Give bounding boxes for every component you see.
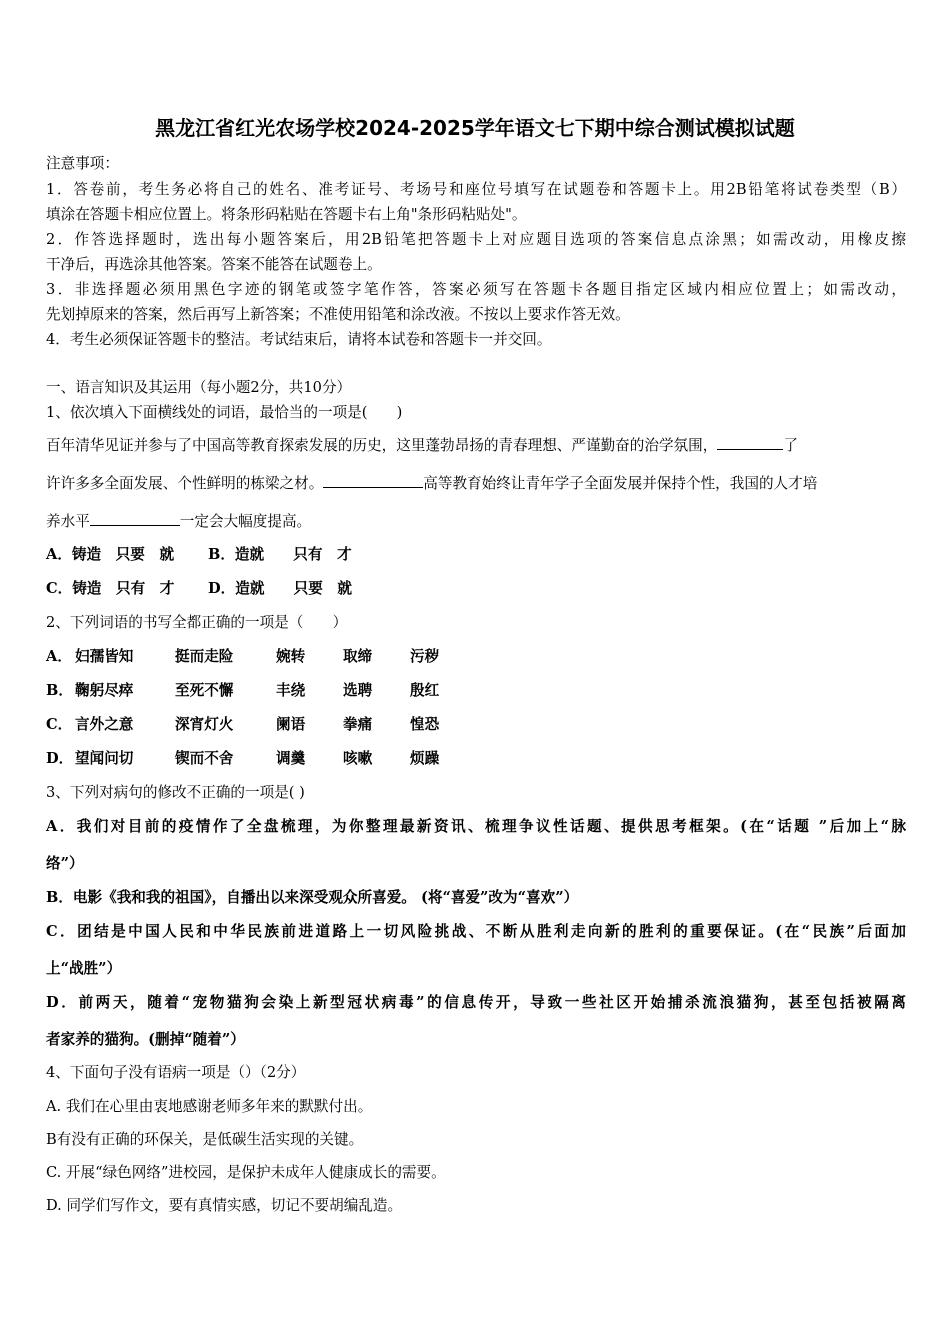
option-label: C．	[46, 716, 73, 733]
q1-options-row-1	[46, 543, 352, 564]
option-label: A．	[46, 648, 72, 665]
option-label: D．	[46, 750, 74, 767]
q3-option-a: A．我们对目前的疫情作了全盘梳理，为你整理最新资讯、梳理争议性话题、提供思考框架。(在“话题 ”后加上“脉	[46, 818, 906, 835]
word: 烦躁	[410, 750, 440, 767]
q1-passage-text: 许许多多全面发展、个性鲜明的栋梁之材。	[46, 475, 324, 492]
word: 深宵灯火	[175, 716, 234, 733]
word: 婉转	[276, 648, 306, 665]
option-label: B．	[46, 682, 73, 699]
word: 选聘	[343, 682, 373, 699]
q2-option-a	[46, 645, 439, 666]
notice-line-3: 2．作答选择题时，选出每小题答案后，用2B铅笔把答题卡上对应题目选项的答案信息点涂黑；如需改动，用橡皮擦	[46, 231, 906, 248]
q3-option-d: D．前两天，随着“宠物猫狗会染上新型冠状病毒”的信息传开，导致一些社区开始捕杀流浪猫狗，甚至包括被隔离	[46, 994, 906, 1011]
page-title: 黑龙江省红光农场学校2024-2025学年语文七下期中综合测试模拟试题	[155, 116, 795, 140]
q2-option-c	[46, 713, 439, 734]
word: 望闻问切	[75, 750, 134, 767]
word: 丰绕	[276, 682, 306, 699]
q1-passage-text: 养水平	[46, 513, 90, 530]
q3-option-c: C．团结是中国人民和中华民族前进道路上一切风险挑战、不断从胜利走向新的胜利的重要保证。(在“民族”后面加	[46, 923, 906, 940]
notice-line-7: 4．考生必须保证答题卡的整洁。考试结束后，请将本试卷和答题卡一并交回。	[46, 331, 552, 348]
q1-passage-line-3	[46, 510, 311, 531]
word: 锲而不舍	[175, 750, 234, 767]
word: 殷红	[410, 682, 440, 699]
fill-blank	[90, 524, 180, 526]
word: 咳嗽	[343, 750, 373, 767]
word: 拳痛	[343, 716, 373, 733]
word: 污秽	[410, 648, 440, 665]
q1-option-a: A．铸造 只要 就	[46, 546, 175, 563]
notice-line-4: 干净后，再选涂其他答案。答案不能答在试题卷上。	[46, 256, 382, 273]
notice-line-6: 先划掉原来的答案，然后再写上新答案；不准使用铅笔和涂改液。不按以上要求作答无效。	[46, 306, 630, 323]
word: 挺而走险	[175, 648, 234, 665]
word: 调羹	[276, 750, 306, 767]
word: 阑语	[276, 716, 306, 733]
q1-passage-line-2	[46, 472, 817, 493]
q1-passage-text: 一定会大幅度提高。	[179, 513, 312, 530]
q2-option-d	[46, 747, 439, 768]
fill-blank	[717, 448, 783, 450]
q4-option-a: A. 我们在心里由衷地感谢老师多年来的默默付出。	[46, 1098, 373, 1115]
notice-heading: 注意事项：	[46, 155, 119, 172]
q1-option-d: D．造就 只要 就	[208, 580, 353, 597]
section-heading: 一、语言知识及其运用（每小题2分，共10分）	[46, 379, 352, 396]
q3-option-d-cont: 者家养的猫狗。(删掉“随着”）	[46, 1031, 245, 1048]
fill-blank	[323, 486, 423, 488]
word: 取缔	[343, 648, 373, 665]
q4-option-d: D. 同学们写作文，要有真情实感，切记不要胡编乱造。	[46, 1197, 403, 1214]
word: 鞠躬尽瘁	[75, 682, 134, 699]
q4-option-c: C. 开展“绿色网络”进校园，是保护未成年人健康成长的需要。	[46, 1164, 446, 1181]
notice-line-2: 填涂在答题卡相应位置上。将条形码粘贴在答题卡右上角"条形码粘贴处"。	[46, 206, 527, 223]
q1-passage-text: 了	[783, 437, 798, 454]
notice-line-5: 3．非选择题必须用黑色字迹的钢笔或签字笔作答，答案必须写在答题卡各题目指定区域内相应位置上；如需改动，	[46, 281, 906, 298]
q2-stem: 2、下列词语的书写全都正确的一项是（ ）	[46, 614, 348, 631]
word: 妇孺皆知	[75, 648, 134, 665]
word: 至死不懈	[175, 682, 234, 699]
q1-passage-text: 百年清华见证并参与了中国高等教育探索发展的历史，这里蓬勃昂扬的青春理想、严谨勤奋的治学氛围，	[46, 437, 718, 454]
q4-stem: 4、下面句子没有语病一项是（）（2分）	[46, 1064, 306, 1081]
q1-option-c: C．铸造 只有 才	[46, 580, 175, 597]
q3-option-a-cont: 络”）	[46, 855, 84, 872]
q1-stem: 1、依次填入下面横线处的词语，最恰当的一项是( )	[46, 404, 403, 421]
q2-option-b	[46, 679, 439, 700]
word: 惶恐	[410, 716, 440, 733]
q4-option-b: B有没有正确的环保关，是低碳生活实现的关键。	[46, 1131, 364, 1148]
q1-options-row-2	[46, 577, 352, 598]
q1-passage-text: 高等教育始终让青年学子全面发展并保持个性，我国的人才培	[423, 475, 818, 492]
notice-line-1: 1．答卷前，考生务必将自己的姓名、准考证号、考场号和座位号填写在试题卷和答题卡上。用2B铅笔将试卷类型（B）	[46, 181, 906, 198]
word: 言外之意	[75, 716, 134, 733]
q3-option-c-cont: 上“战胜”）	[46, 960, 122, 977]
q1-passage-line-1	[46, 434, 798, 455]
q3-stem: 3、下列对病句的修改不正确的一项是( )	[46, 784, 305, 801]
q3-option-b: B．电影《我和我的祖国》，自播出以来深受观众所喜爱。 (将“喜爱”改为“喜欢”）	[46, 889, 579, 906]
q1-option-b: B．造就 只有 才	[208, 546, 352, 563]
